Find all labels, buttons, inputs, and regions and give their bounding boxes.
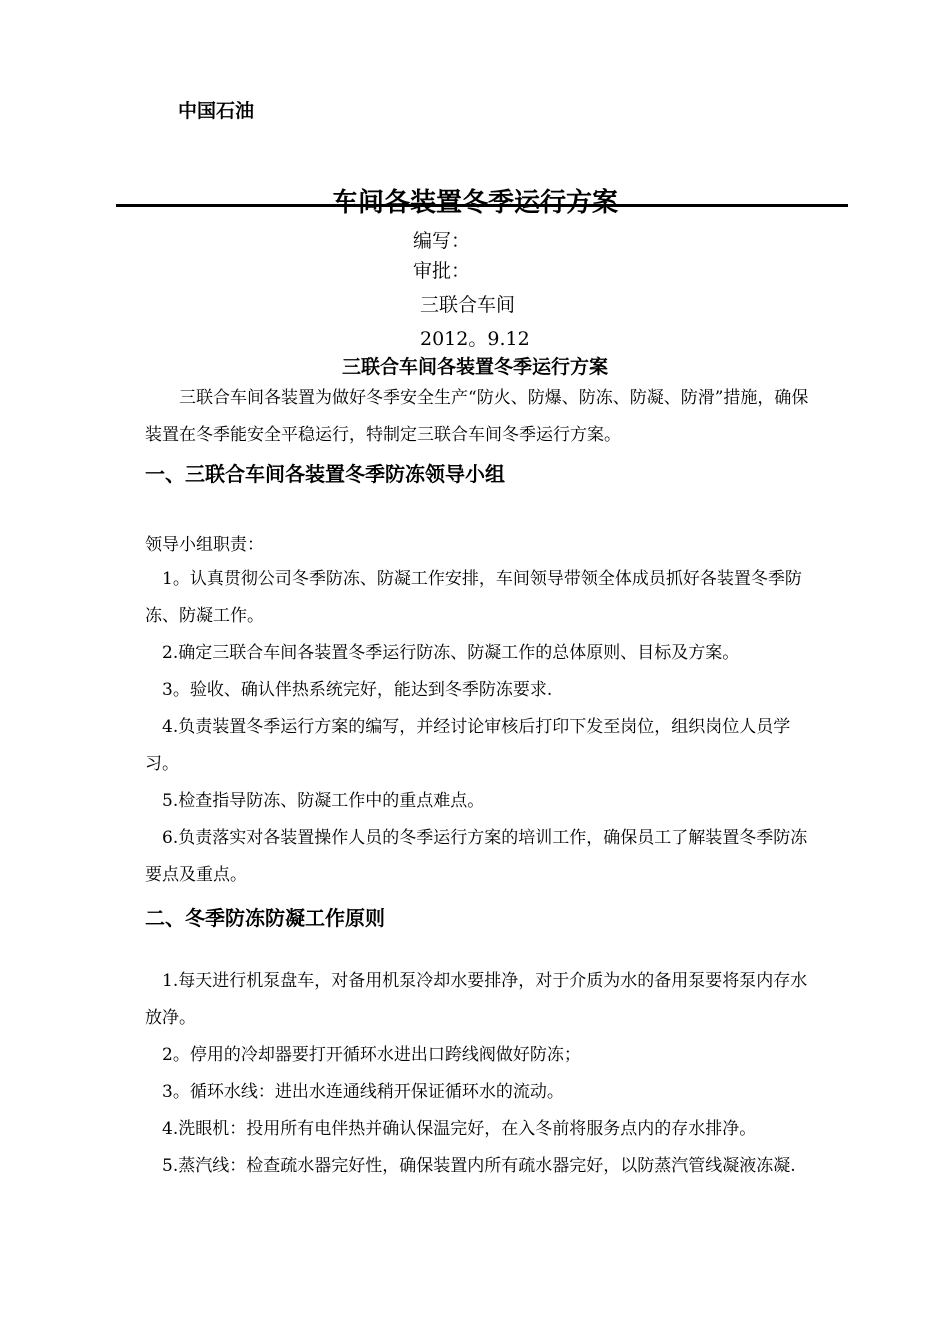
approver-label: 审批： bbox=[413, 260, 471, 282]
company-brand: 中国石油 bbox=[178, 100, 255, 122]
author-label: 编写： bbox=[413, 230, 471, 252]
section1-heading: 一、三联合车间各装置冬季防冻领导小组 bbox=[145, 462, 505, 486]
document-date: 2012。9.12 bbox=[420, 328, 530, 350]
section2-heading: 二、冬季防冻防凝工作原则 bbox=[145, 906, 385, 930]
cover-title: 车间各装置冬季运行方案 bbox=[331, 188, 618, 218]
section1-item-1: 1。认真贯彻公司冬季防冻、防凝工作安排，车间领导带领全体成员抓好各装置冬季防冻、防凝工作。 bbox=[145, 569, 802, 626]
section1-item-4: 4.负责装置冬季运行方案的编写，并经讨论审核后打印下发至岗位，组织岗位人员学习。 bbox=[145, 717, 791, 774]
section2-item-5: 5.蒸汽线：检查疏水器完好性，确保装置内所有疏水器完好，以防蒸汽管线凝液冻凝. bbox=[162, 1156, 796, 1176]
section2-item-1: 1.每天进行机泵盘车，对备用机泵冷却水要排净，对于介质为水的备用泵要将泵内存水放净。 bbox=[145, 971, 808, 1028]
section1-item-6: 6.负责落实对各装置操作人员的冬季运行方案的培训工作，确保员工了解装置冬季防冻要点及重点。 bbox=[145, 828, 808, 885]
section1-item-2: 2.确定三联合车间各装置冬季运行防冻、防凝工作的总体原则、目标及方案。 bbox=[162, 643, 740, 663]
workshop-name: 三联合车间 bbox=[420, 294, 516, 316]
section2-item-4: 4.洗眼机：投用所有电伴热并确认保温完好，在入冬前将服务点内的存水排净。 bbox=[162, 1119, 757, 1139]
section2-item-2: 2。停用的冷却器要打开循环水进出口跨线阀做好防冻； bbox=[162, 1045, 581, 1065]
section1-item-5: 5.检查指导防冻、防凝工作中的重点难点。 bbox=[162, 791, 485, 811]
section1-sublabel: 领导小组职责： bbox=[145, 535, 264, 555]
document-title: 三联合车间各装置冬季运行方案 bbox=[341, 356, 608, 378]
intro-paragraph: 三联合车间各装置为做好冬季安全生产“防火、防爆、防冻、防凝、防滑”措施，确保装置在冬季能安全平稳运行，特制定三联合车间冬季运行方案。 bbox=[145, 388, 809, 445]
section2-item-3: 3。循环水线：进出水连通线稍开保证循环水的流动。 bbox=[162, 1082, 564, 1102]
section1-item-3: 3。验收、确认伴热系统完好，能达到冬季防冻要求. bbox=[162, 680, 553, 700]
